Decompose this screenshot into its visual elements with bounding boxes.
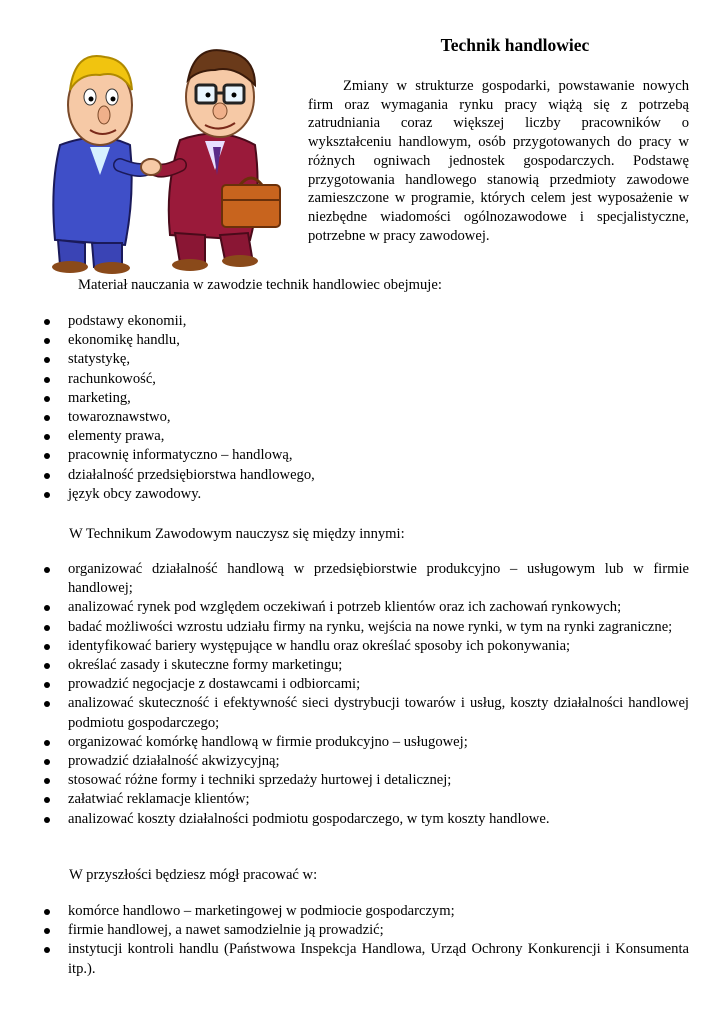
bullet-icon — [44, 625, 50, 631]
bullet-icon — [44, 701, 50, 707]
bullet-icon — [44, 415, 50, 421]
list-item: podstawy ekonomii, — [0, 312, 725, 331]
bullet-icon — [44, 396, 50, 402]
list-item: organizować działalność handlową w przedsiębiorstwie produkcyjno – usługowym lub w firmie handlowej; — [0, 560, 725, 598]
businessmen-handshake-illustration — [30, 35, 310, 275]
list-item: działalność przedsiębiorstwa handlowego, — [0, 466, 725, 485]
list-item: elementy prawa, — [0, 427, 725, 446]
list-item: rachunkowość, — [0, 370, 725, 389]
list-item: analizować koszty działalności podmiotu gospodarczego, w tym koszty handlowe. — [0, 810, 725, 829]
bullet-icon — [44, 817, 50, 823]
list-item: język obcy zawodowy. — [0, 485, 725, 504]
list-item: prowadzić działalność akwizycyjną; — [0, 752, 725, 771]
list-item: marketing, — [0, 389, 725, 408]
bullet-icon — [44, 759, 50, 765]
list-item: określać zasady i skuteczne formy marketingu; — [0, 656, 725, 675]
subjects-list — [0, 312, 725, 504]
bullet-icon — [44, 473, 50, 479]
list-item: organizować komórkę handlową w firmie produkcyjno – usługowej; — [0, 733, 725, 752]
list-item: statystykę, — [0, 350, 725, 369]
future-lead: W przyszłości będziesz mógł pracować w: — [69, 867, 318, 883]
bullet-icon — [44, 434, 50, 440]
bullet-icon — [44, 357, 50, 363]
bullet-icon — [44, 492, 50, 498]
bullet-icon — [44, 644, 50, 650]
subjects-lead: Materiał nauczania w zawodzie technik handlowiec obejmuje: — [78, 277, 442, 293]
intro-paragraph: Zmiany w strukturze gospodarki, powstawanie nowych firm oraz wymagania rynku pracy wiążą się z potrzebą zatrudniania coraz większej liczby pracowników o wykształceniu handlowym, osób przygotowanych do pracy w różnych ogniwach jednostek gospodarczych. Podstawę przygotowania handlowego stanowią przedmioty zawodowe zamieszczone w programie, których celem jest wyposażenie w niezbędne wiadomości ogólnozawodowe i specjalistyczne, potrzebne w pracy zawodowej. — [308, 78, 689, 244]
bullet-icon — [44, 928, 50, 934]
list-item: badać możliwości wzrostu udziału firmy na rynku, wejścia na nowe rynki, w tym na rynki zagraniczne; — [0, 618, 725, 637]
list-item: analizować skuteczność i efektywność sieci dystrybucji towarów i usług, koszty działalności handlowej podmiotu gospodarczego; — [0, 694, 725, 732]
bullet-icon — [44, 797, 50, 803]
list-item: towaroznawstwo, — [0, 408, 725, 427]
bullet-icon — [44, 909, 50, 915]
bullet-icon — [44, 338, 50, 344]
list-item: instytucji kontroli handlu (Państwowa Inspekcja Handlowa, Urząd Ochrony Konkurencji i Konsumenta itp.). — [0, 940, 725, 978]
list-item: prowadzić negocjacje z dostawcami i odbiorcami; — [0, 675, 725, 694]
list-item: analizować rynek pod względem oczekiwań i potrzeb klientów oraz ich zachowań rynkowych; — [0, 598, 725, 617]
bullet-icon — [44, 377, 50, 383]
bullet-icon — [44, 319, 50, 325]
list-item: załatwiać reklamacje klientów; — [0, 790, 725, 809]
bullet-icon — [44, 605, 50, 611]
skills-list — [0, 560, 725, 829]
future-list — [0, 902, 725, 979]
bullet-icon — [44, 567, 50, 573]
bullet-icon — [44, 663, 50, 669]
skills-lead: W Technikum Zawodowym nauczysz się między innymi: — [69, 526, 405, 542]
list-item: identyfikować bariery występujące w handlu oraz określać sposoby ich pokonywania; — [0, 637, 725, 656]
bullet-icon — [44, 682, 50, 688]
list-item: pracownię informatyczno – handlową, — [0, 446, 725, 465]
bullet-icon — [44, 947, 50, 953]
bullet-icon — [44, 740, 50, 746]
bullet-icon — [44, 453, 50, 459]
list-item: ekonomikę handlu, — [0, 331, 725, 350]
page-title: Technik handlowiec — [440, 35, 590, 55]
list-item: stosować różne formy i techniki sprzedaży hurtowej i detalicznej; — [0, 771, 725, 790]
bullet-icon — [44, 778, 50, 784]
list-item: komórce handlowo – marketingowej w podmiocie gospodarczym; — [0, 902, 725, 921]
list-item: firmie handlowej, a nawet samodzielnie ją prowadzić; — [0, 921, 725, 940]
